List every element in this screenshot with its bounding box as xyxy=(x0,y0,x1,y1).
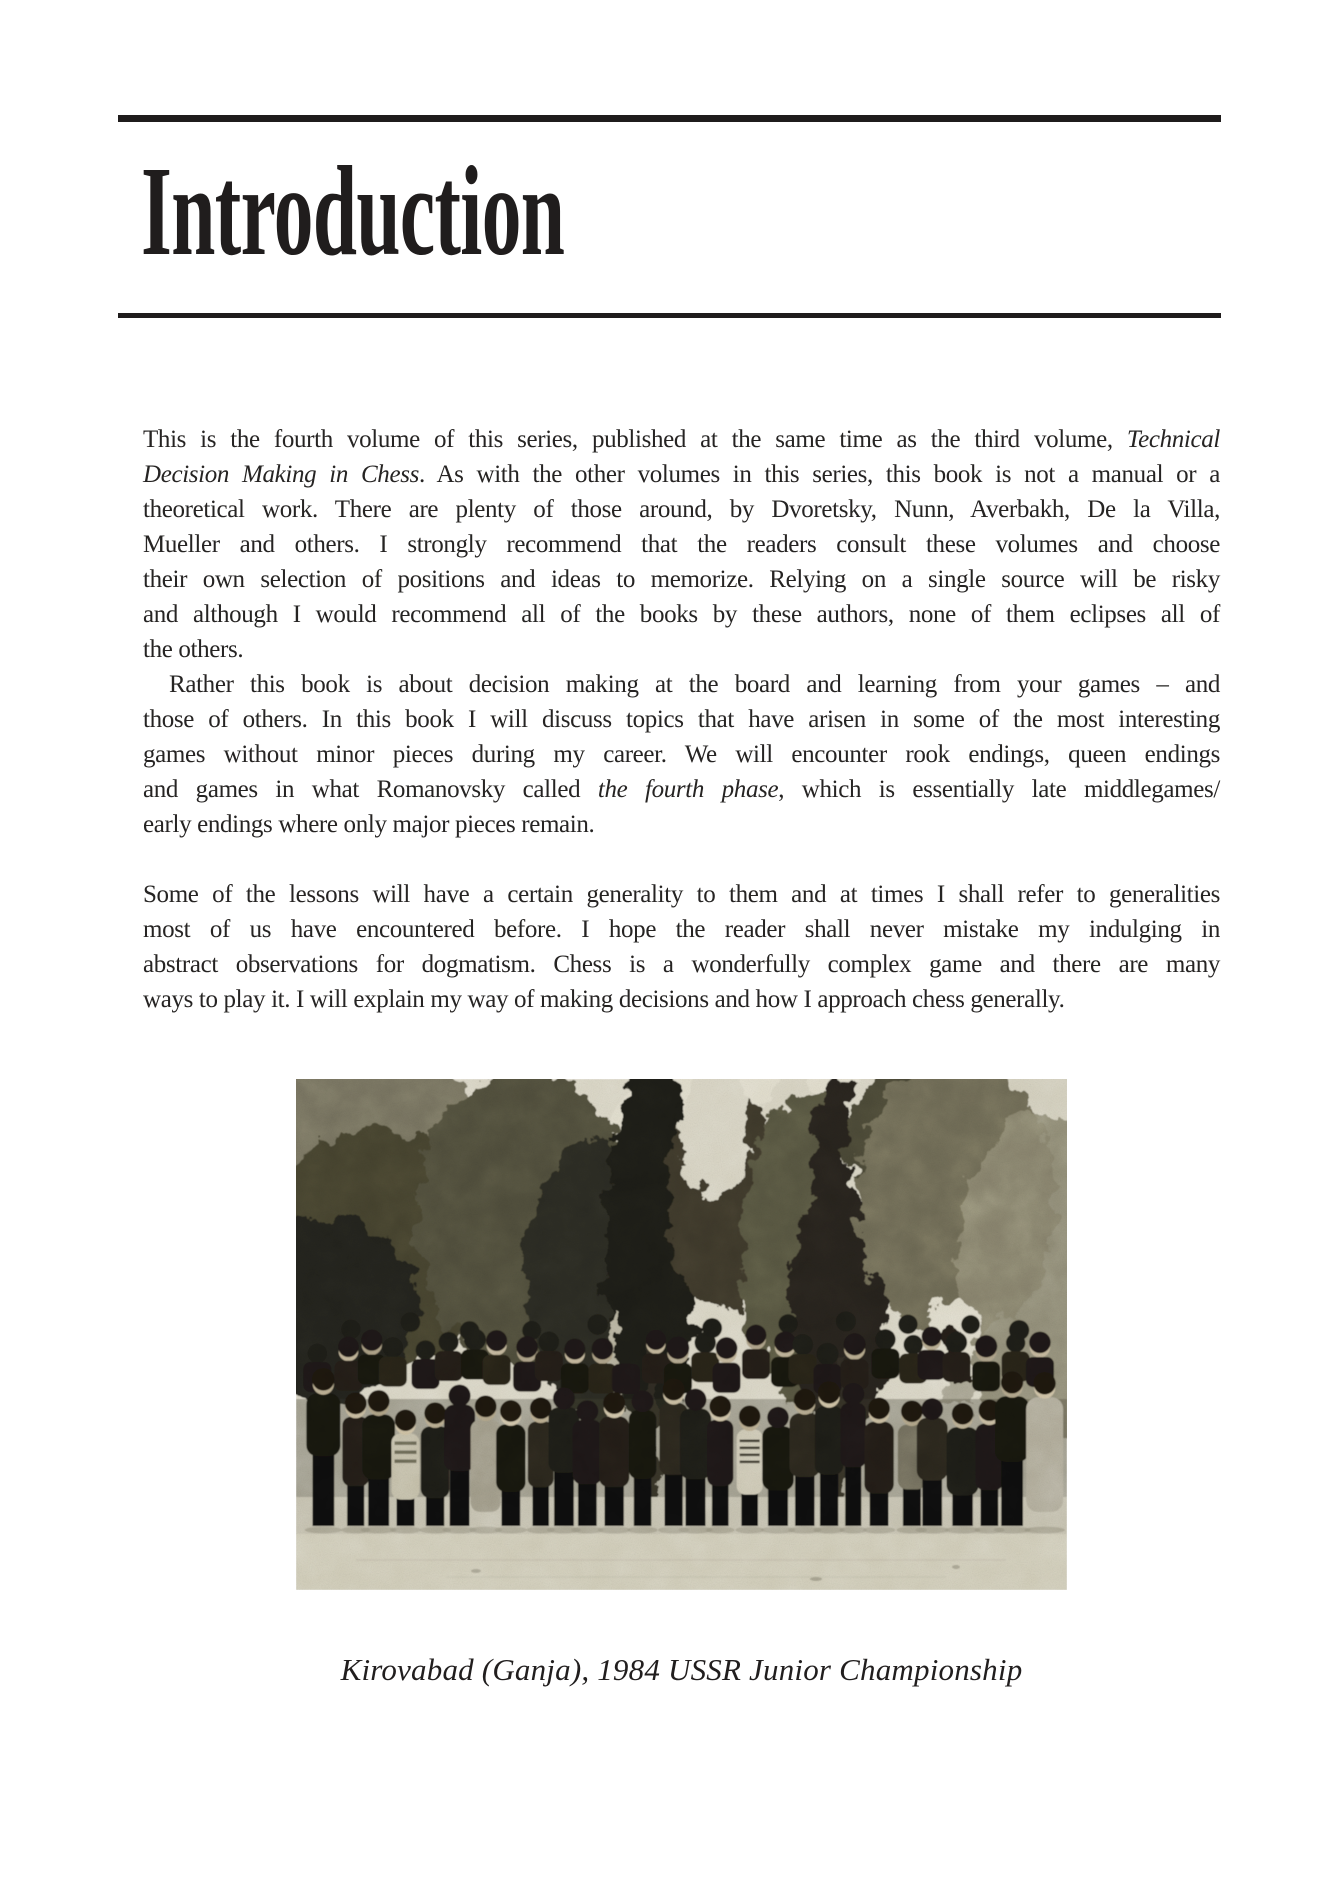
group-photo xyxy=(296,1079,1067,1590)
title-rule-bottom xyxy=(118,313,1221,318)
text-line: games without minor pieces during my career. We will encounter rook endings, queen endings xyxy=(143,741,1220,768)
paragraph xyxy=(143,422,1220,667)
text-line: Decision Making in Chess. As with the other volumes in this series, this book is not a manual or a xyxy=(143,461,1220,488)
paragraph xyxy=(143,877,1220,1017)
text-line: This is the fourth volume of this series, published at the same time as the third volume, Technical xyxy=(143,426,1220,453)
text-line: Rather this book is about decision making at the board and learning from your games – and xyxy=(169,671,1220,698)
text-line: and although I would recommend all of the books by these authors, none of them eclipses all of xyxy=(143,601,1220,628)
text-line: early endings where only major pieces remain. xyxy=(143,811,595,838)
text-line: theoretical work. There are plenty of those around, by Dvoretsky, Nunn, Averbakh, De la Villa, xyxy=(143,496,1220,523)
text-line: Some of the lessons will have a certain generality to them and at times I shall refer to generalities xyxy=(143,881,1220,908)
group-photo-image xyxy=(296,1079,1067,1590)
text-line: and games in what Romanovsky called the fourth phase, which is essentially late middlegames/ xyxy=(143,776,1220,803)
text-line: Mueller and others. I strongly recommend that the readers consult these volumes and choose xyxy=(143,531,1220,558)
title-rule-top xyxy=(118,115,1221,122)
paragraph xyxy=(143,667,1220,842)
text-line: their own selection of positions and ideas to memorize. Relying on a single source will be risky xyxy=(143,566,1220,593)
body-text xyxy=(143,422,1220,1017)
text-line: those of others. In this book I will discuss topics that have arisen in some of the most interesting xyxy=(143,706,1220,733)
text-line: ways to play it. I will explain my way of making decisions and how I approach chess generally. xyxy=(143,986,1065,1013)
photo-caption: Kirovabad (Ganja), 1984 USSR Junior Championship xyxy=(340,1652,1023,1687)
text-line: most of us have encountered before. I hope the reader shall never mistake my indulging in xyxy=(143,916,1220,943)
text-line: abstract observations for dogmatism. Chess is a wonderfully complex game and there are many xyxy=(143,951,1220,978)
text-line: the others. xyxy=(143,636,244,663)
page-title: Introduction xyxy=(141,140,565,282)
